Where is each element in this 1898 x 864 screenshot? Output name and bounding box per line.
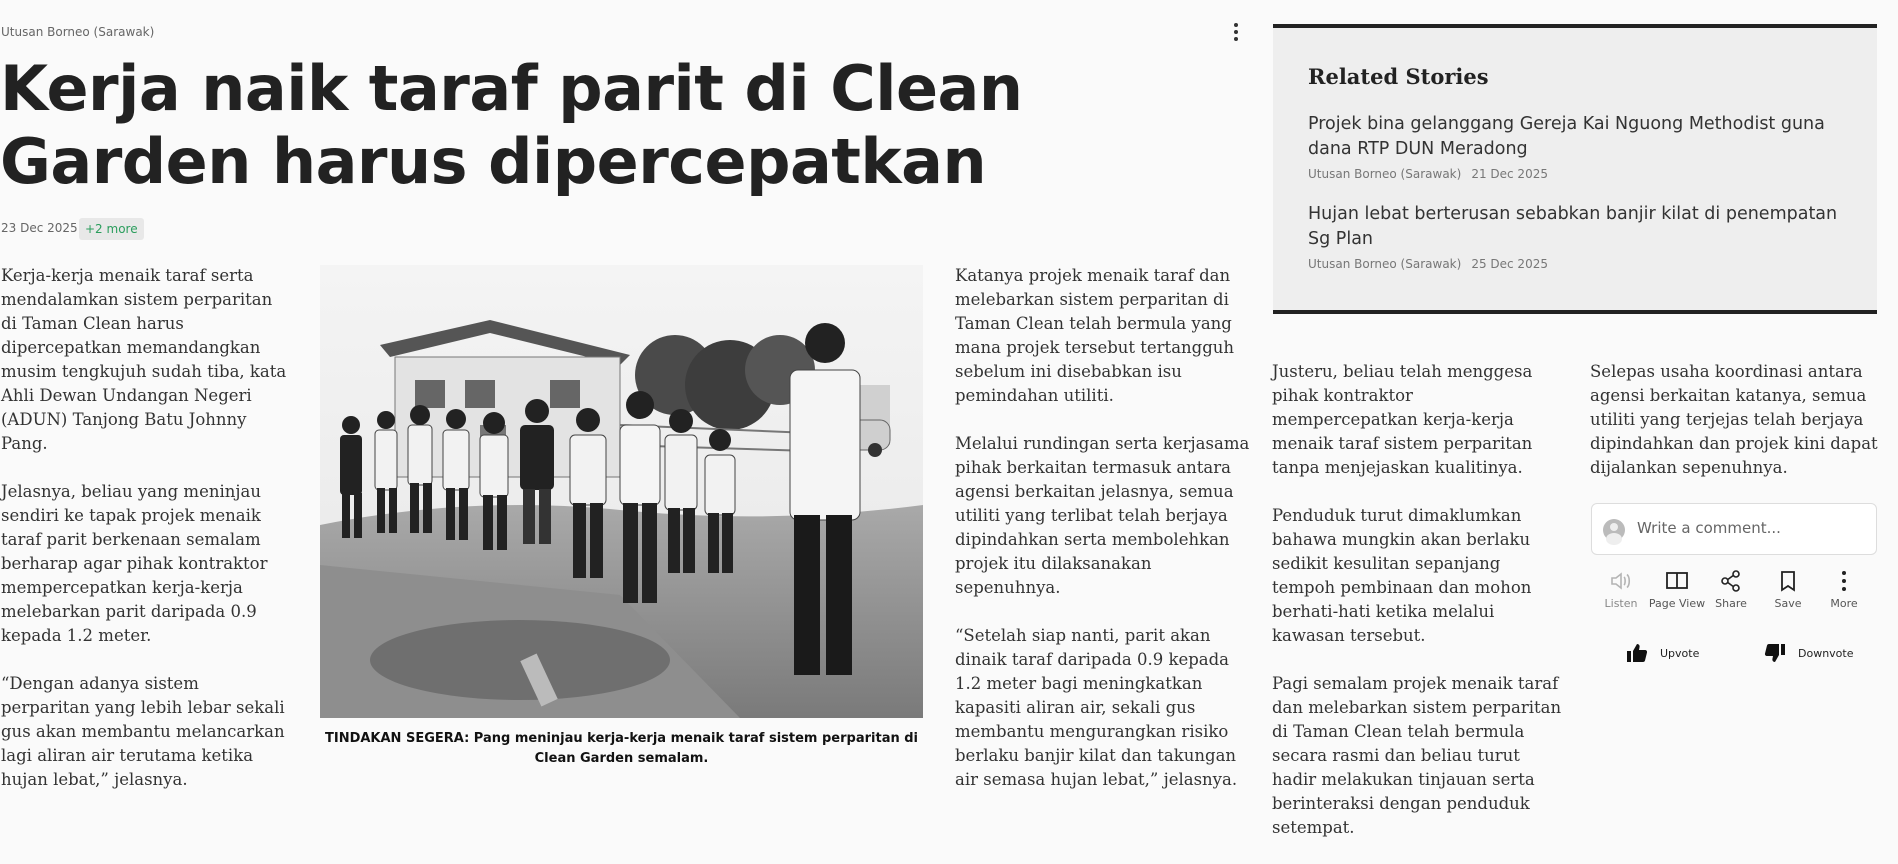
paragraph: Justeru, beliau telah menggesa pihak kontraktor mempercepatkan kerja-kerja menaik taraf sistem perparitan tanpa menjejaskan kualitinya. xyxy=(1272,362,1533,477)
related-story[interactable] xyxy=(1308,202,1848,271)
more-button[interactable] xyxy=(1814,570,1874,610)
thumbs-down-icon xyxy=(1764,642,1786,664)
paragraph: “Dengan adanya sistem perparitan yang lebih lebar sekali gus akan membantu melancarkan lagi aliran air terutama ketika hujan lebat,” jelasnya. xyxy=(1,674,285,789)
article-column-5 xyxy=(1590,360,1880,504)
article-column-3 xyxy=(955,264,1255,816)
paragraph: Katanya projek menaik taraf dan melebarkan sistem perparitan di Taman Clean telah bermula yang mana projek tersebut tertangguh sebelum ini disebabkan isu pemindahan utiliti. xyxy=(955,266,1235,405)
photo-illustration xyxy=(320,265,923,718)
upvote-button[interactable] xyxy=(1626,640,1699,666)
article-menu-icon[interactable] xyxy=(1228,20,1244,44)
more-label: More xyxy=(1830,597,1858,610)
more-tags-button[interactable]: +2 more xyxy=(79,218,144,240)
more-vertical-icon xyxy=(1832,570,1856,592)
listen-button[interactable] xyxy=(1591,570,1651,610)
related-stories-title: Related Stories xyxy=(1308,64,1489,89)
paragraph: Jelasnya, beliau yang meninjau sendiri ke tapak projek menaik taraf parit berkenaan semalam berharap agar pihak kontraktor mempercepatkan kerja-kerja melebarkan parit daripada 0.9 kepada 1.2 meter. xyxy=(1,482,268,645)
avatar xyxy=(1603,519,1625,541)
related-story-meta xyxy=(1308,167,1848,181)
related-stories-panel xyxy=(1273,24,1877,314)
related-story-title[interactable]: Projek bina gelanggang Gereja Kai Nguong Methodist guna dana RTP DUN Meradong xyxy=(1308,114,1825,159)
article-column-4 xyxy=(1272,360,1562,864)
related-story[interactable] xyxy=(1308,112,1848,181)
bookmark-icon xyxy=(1776,570,1800,592)
thumbs-up-icon xyxy=(1626,642,1648,664)
comment-placeholder: Write a comment... xyxy=(1637,519,1781,537)
share-button[interactable] xyxy=(1701,570,1761,610)
paragraph: Kerja-kerja menaik taraf serta mendalamkan sistem perparitan di Taman Clean harus dipercepatkan memandangkan musim tengkujuh sudah tiba, kata Ahli Dewan Undangan Negeri (ADUN) Tanjong Batu Johnny Pang. xyxy=(1,266,287,453)
share-icon xyxy=(1719,570,1743,592)
photo-caption: TINDAKAN SEGERA: Pang meninjau kerja-kerja menaik taraf sistem perparitan di Clean Garden semalam. xyxy=(324,731,919,766)
related-story-source: Utusan Borneo (Sarawak) xyxy=(1308,257,1462,271)
paragraph: “Setelah siap nanti, parit akan dinaik taraf daripada 0.9 kepada 1.2 meter bagi meningkatkan kapasiti aliran air, sekali gus membantu mengurangkan risiko berlaku banjir kilat dan takungan air semasa hujan lebat,” jelasnya. xyxy=(955,626,1238,789)
related-story-date: 21 Dec 2025 xyxy=(1471,167,1548,181)
share-label: Share xyxy=(1715,597,1747,610)
article-column-1 xyxy=(1,264,291,816)
article-photo xyxy=(320,265,923,718)
upvote-label: Upvote xyxy=(1660,646,1700,660)
related-story-meta xyxy=(1308,257,1848,271)
paragraph: Penduduk turut dimaklumkan bahawa mungkin akan berlaku sedikit kesulitan sepanjang tempoh pembinaan dan mohon berhati-hati ketika melalui kawasan tersebut. xyxy=(1272,506,1532,645)
speaker-icon xyxy=(1609,570,1633,592)
paragraph: Melalui rundingan serta kerjasama pihak berkaitan termasuk antara agensi berkaitan jelasnya, semua utiliti yang terlibat telah berjaya dipindahkan serta membolehkan projek itu dilaksanakan sepenuhnya. xyxy=(955,434,1250,597)
related-story-date: 25 Dec 2025 xyxy=(1471,257,1548,271)
article-date: 23 Dec 2025 xyxy=(1,221,78,235)
save-button[interactable] xyxy=(1758,570,1818,610)
downvote-label: Downvote xyxy=(1798,646,1854,660)
page-view-button[interactable] xyxy=(1647,570,1707,610)
book-open-icon xyxy=(1665,570,1689,592)
related-story-title[interactable]: Hujan lebat berterusan sebabkan banjir kilat di penempatan Sg Plan xyxy=(1308,204,1838,249)
article-source: Utusan Borneo (Sarawak) xyxy=(1,25,155,39)
article-actions-bar xyxy=(1591,570,1877,616)
downvote-button[interactable] xyxy=(1764,640,1854,666)
paragraph: Pagi semalam projek menaik taraf dan melebarkan sistem perparitan di Taman Clean telah bermula secara rasmi dan beliau turut hadir melakukan tinjauan serta berinteraksi dengan penduduk setempat. xyxy=(1272,674,1562,837)
page-view-label: Page View xyxy=(1648,597,1706,610)
save-label: Save xyxy=(1774,597,1802,610)
comment-input[interactable] xyxy=(1591,503,1877,555)
page-title: Kerja naik taraf parit di Clean Garden harus dipercepatkan xyxy=(0,52,1023,198)
listen-label: Listen xyxy=(1604,597,1638,610)
related-story-source: Utusan Borneo (Sarawak) xyxy=(1308,167,1462,181)
paragraph: Selepas usaha koordinasi antara agensi berkaitan katanya, semua utiliti yang terjejas telah berjaya dipindahkan dan projek kini dapat dijalankan sepenuhnya. xyxy=(1590,362,1878,477)
